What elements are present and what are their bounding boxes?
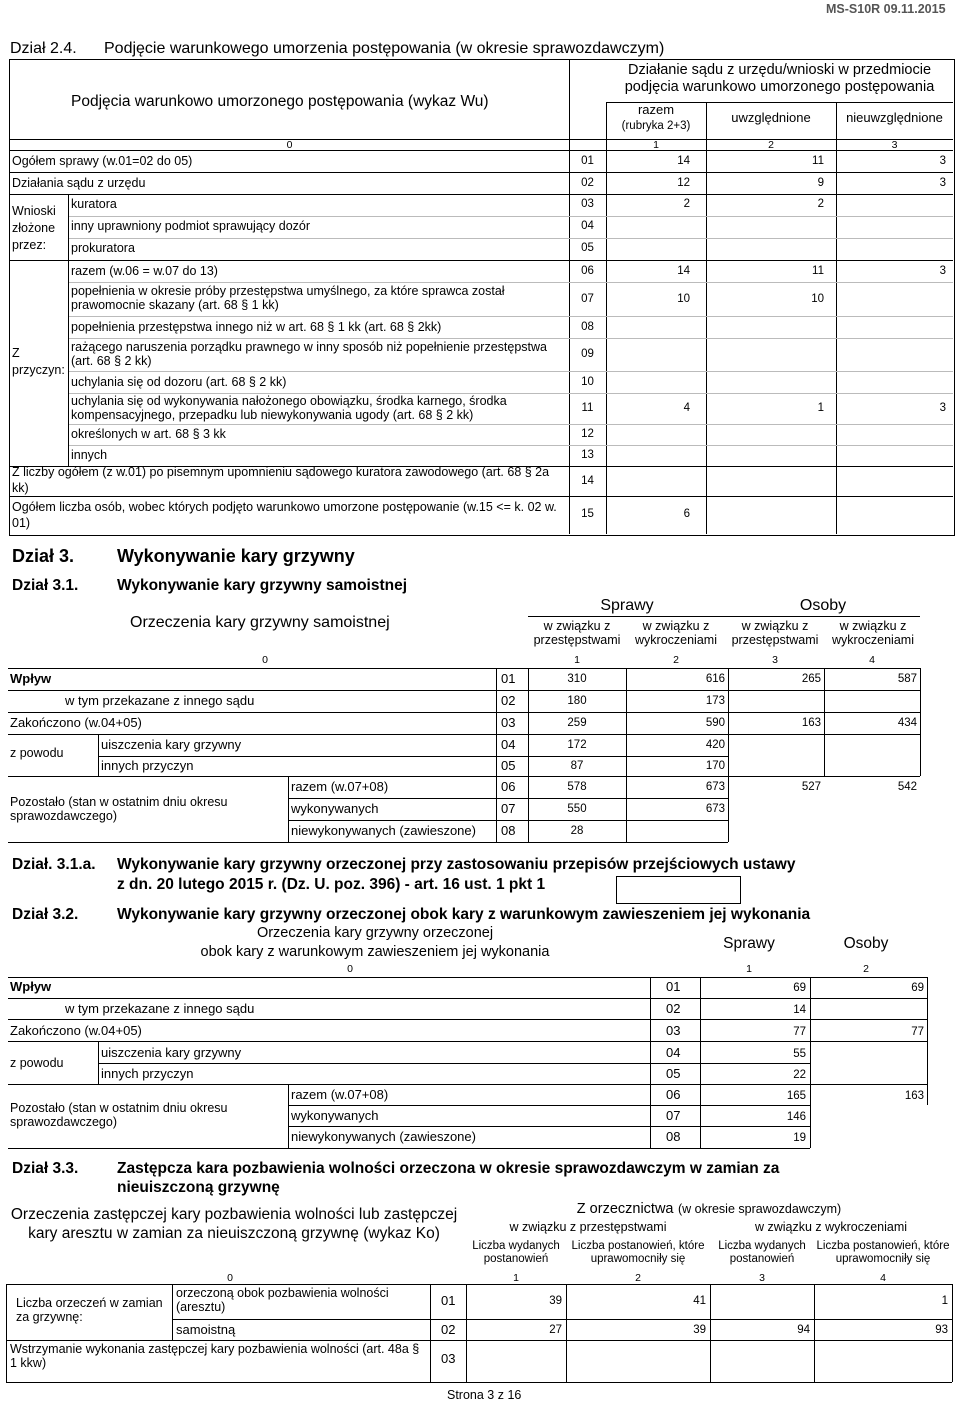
- cell-value: 55: [793, 1048, 806, 1060]
- header-sprawy: Sprawy: [600, 597, 654, 614]
- row-label: w tym przekazane z innego sądu: [65, 693, 255, 708]
- cell-value: 2: [817, 198, 824, 210]
- column-number: 1: [746, 963, 752, 975]
- row-number: 02: [501, 693, 516, 708]
- header-liczba-wydanych: Liczba wydanych postanowień: [472, 1240, 560, 1266]
- cell-value: 41: [693, 1295, 706, 1307]
- row-label: popełnienia w okresie próby przestępstwa umyślnego, za które sprawca został prawomocnie skazany (art. 68 § 1 kk): [71, 284, 505, 313]
- cell-value: 673: [705, 803, 725, 815]
- row-number: 03: [666, 1023, 681, 1038]
- cell-value: 1: [817, 402, 824, 414]
- row-label: wykonywanych: [291, 1108, 379, 1123]
- column-number: 2: [768, 139, 774, 151]
- cell-value: 578: [567, 781, 587, 793]
- row-label: innych: [71, 448, 108, 462]
- row-number: 08: [501, 823, 516, 838]
- section-2-4-number: Dział 2.4.: [10, 40, 77, 57]
- cell-value: 11: [812, 155, 824, 167]
- row-label: Ogółem sprawy (w.01=02 do 05): [12, 154, 193, 168]
- cell-value: 163: [904, 1090, 924, 1102]
- cell-value: 77: [911, 1026, 924, 1038]
- row-number: 01: [441, 1293, 456, 1308]
- row-label: Wpływ: [10, 671, 52, 686]
- section-3-3-title-line1: Zastępcza kara pozbawienia wolności orzeczona w okresie sprawozdawczym w zamian za: [117, 1160, 780, 1177]
- cell-value: 14: [793, 1004, 806, 1016]
- row-number: 02: [666, 1001, 681, 1016]
- cell-value: 542: [897, 781, 917, 793]
- table-3-3-title: Orzeczenia zastępczej kary pozbawienia wolności lub zastępczej kary aresztu w zamian za nieuiszczoną grzywnę (wykaz Ko): [10, 1206, 458, 1242]
- column-number: 0: [286, 139, 293, 151]
- row-number: 03: [581, 198, 594, 210]
- header-z-orzecznictwa: [466, 1200, 952, 1218]
- group-label-liczba-orzeczen: Liczba orzeczeń w zamian za grzywnę:: [16, 1296, 163, 1325]
- column-number: 3: [759, 1272, 765, 1284]
- cell-value: 6: [683, 508, 690, 520]
- column-number: 4: [880, 1272, 886, 1284]
- cell-value: 259: [567, 717, 587, 729]
- row-number: 10: [581, 376, 594, 388]
- header-sprawy: Sprawy: [723, 935, 775, 952]
- cell-value: 420: [705, 739, 725, 751]
- row-number: 04: [666, 1045, 681, 1060]
- header-przestepstwa: w związku z przestępstwami: [731, 619, 819, 648]
- table-3-2-title-line2: obok kary z warunkowym zawieszeniem jej wykonania: [200, 944, 550, 960]
- checkbox-field[interactable]: [616, 876, 741, 904]
- section-3-2-number: Dział 3.2.: [12, 906, 79, 923]
- row-label: inny uprawniony podmiot sprawujący dozór: [71, 219, 311, 233]
- column-number: 0: [347, 963, 353, 975]
- row-number: 06: [666, 1087, 681, 1102]
- row-label: innych przyczyn: [101, 758, 194, 773]
- column-number: 1: [513, 1272, 519, 1284]
- row-number: 04: [581, 220, 594, 232]
- cell-value: 69: [911, 982, 924, 994]
- column-number: 3: [891, 139, 898, 151]
- cell-value: 39: [549, 1295, 562, 1307]
- row-label: uchylania się od dozoru (art. 68 § 2 kk): [71, 375, 287, 389]
- section-3-1-number: Dział 3.1.: [12, 577, 79, 594]
- column-number: 1: [574, 654, 580, 666]
- table-3-1-title: Orzeczenia kary grzywny samoistnej: [130, 614, 390, 631]
- row-number: 06: [501, 779, 516, 794]
- cell-value: 165: [786, 1090, 806, 1102]
- row-number: 13: [581, 449, 594, 461]
- section-3-3-title-line2: nieuiszczoną grzywnę: [117, 1179, 280, 1196]
- label-z-powodu: z powodu: [10, 1056, 64, 1070]
- row-number: 02: [581, 177, 594, 189]
- row-label: razem (w.06 = w.07 do 13): [71, 264, 218, 278]
- cell-value: 2: [683, 198, 690, 210]
- row-number: 02: [441, 1322, 456, 1337]
- row-label: niewykonywanych (zawieszone): [291, 823, 476, 838]
- cell-value: 94: [797, 1324, 810, 1336]
- cell-value: 69: [793, 982, 806, 994]
- row-label: rażącego naruszenia porządku prawnego w inny sposób niż popełnienie przestępstwa (art. 68 § 2 kk): [71, 340, 547, 369]
- header-uwzglednione: uwzględnione: [731, 110, 811, 125]
- row-number: 14: [581, 475, 594, 487]
- header-z-orzecznictwa-sub: (w okresie sprawozdawczym): [677, 1202, 842, 1216]
- cell-value: 4: [683, 402, 690, 414]
- row-number: 11: [581, 402, 594, 414]
- cell-value: 27: [549, 1324, 562, 1336]
- row-label: Ogółem liczba osób, wobec których podjęto warunkowo umorzone postępowanie (w.15 <= k. 02 w. 01): [12, 500, 557, 530]
- header-osoby: Osoby: [799, 597, 847, 614]
- cell-value: 173: [705, 695, 725, 707]
- cell-value: 93: [935, 1324, 948, 1336]
- column-number: 0: [227, 1272, 233, 1284]
- row-label: Działania sądu z urzędu: [12, 176, 146, 190]
- group-label-wnioski: Wnioski złożone przez:: [12, 204, 56, 252]
- row-number: 07: [666, 1108, 681, 1123]
- cell-value: 10: [677, 293, 690, 305]
- cell-value: 12: [677, 177, 690, 189]
- row-number: 12: [581, 428, 594, 440]
- header-z-orzecznictwa-label: Z orzecznictwa: [576, 1201, 674, 1217]
- row-number: 03: [501, 715, 516, 730]
- row-number: 04: [501, 737, 516, 752]
- row-number: 01: [666, 979, 681, 994]
- label-pozostalo: Pozostało (stan w ostatnim dniu okresu sprawozdawczego): [10, 1101, 228, 1130]
- cell-value: 3: [939, 265, 946, 277]
- row-label: niewykonywanych (zawieszone): [291, 1129, 476, 1144]
- header-liczba-uprawomocnionych: Liczba postanowień, które uprawomocniły się: [571, 1240, 705, 1266]
- section-3-1-title: Wykonywanie kary grzywny samoistnej: [117, 577, 408, 594]
- row-label: w tym przekazane z innego sądu: [65, 1001, 255, 1016]
- row-number: 15: [581, 508, 594, 520]
- header-nieuwzglednione: nieuwzględnione: [846, 110, 943, 125]
- row-number: 05: [666, 1066, 681, 1081]
- column-number: 1: [653, 139, 659, 151]
- row-number: 01: [501, 671, 516, 686]
- row-label: wykonywanych: [291, 801, 379, 816]
- cell-value: 3: [939, 177, 946, 189]
- table-2-4-left-header: Podjęcia warunkowo umorzonego postępowania (wykaz Wu): [71, 93, 489, 110]
- row-number: 07: [581, 293, 594, 305]
- row-number: 05: [581, 242, 594, 254]
- form-code: MS-S10R 09.11.2015: [826, 2, 946, 16]
- cell-value: 39: [693, 1324, 706, 1336]
- row-label: uiszczenia kary grzywny: [101, 737, 242, 752]
- cell-value: 265: [801, 673, 821, 685]
- cell-value: 19: [793, 1132, 806, 1144]
- cell-value: 310: [567, 673, 587, 685]
- header-razem: razem: [637, 102, 675, 117]
- table-2-4-right-header-line2: podjęcia warunkowo umorzonego postępowania: [624, 79, 935, 95]
- table-2-4-right-header-line1: Działanie sądu z urzędu/wnioski w przedmiocie: [627, 62, 932, 78]
- row-label: razem (w.07+08): [291, 779, 389, 794]
- row-label: uchylania się od wykonywania nałożonego obowiązku, środka karnego, środka kompensacyjnego, przepadku lub niewykonywania ugody (art. 68 § 2 kk): [71, 394, 507, 423]
- row-label: określonych w art. 68 § 3 kk: [71, 427, 226, 441]
- column-number: 2: [863, 963, 869, 975]
- cell-value: 77: [793, 1026, 806, 1038]
- cell-value: 87: [570, 760, 584, 772]
- cell-value: 3: [939, 402, 946, 414]
- row-number: 05: [501, 758, 516, 773]
- row-label: Wstrzymanie wykonania zastępczej kary pozbawienia wolności (art. 48a § 1 kkw): [10, 1342, 420, 1371]
- section-3-1a-title-line2: z dn. 20 lutego 2015 r. (Dz. U. poz. 396) - art. 16 ust. 1 pkt 1: [117, 876, 546, 893]
- row-number: 01: [581, 155, 594, 167]
- cell-value: 616: [705, 673, 725, 685]
- row-label: popełnienia przestępstwa innego niż w art. 68 § 1 kk (art. 68 § 2kk): [71, 320, 442, 334]
- column-number: 4: [869, 654, 875, 666]
- row-label: Zakończono (w.04+05): [10, 1023, 142, 1038]
- row-number: 08: [581, 321, 594, 333]
- row-number: 09: [581, 348, 594, 360]
- cell-value: 9: [817, 177, 824, 189]
- column-number: 3: [772, 654, 778, 666]
- row-label: Zakończono (w.04+05): [10, 715, 142, 730]
- cell-value: 146: [786, 1111, 806, 1123]
- cell-value: 28: [570, 825, 584, 837]
- section-3-title: Wykonywanie kary grzywny: [117, 546, 355, 566]
- header-razem-sub: (rubryka 2+3): [621, 120, 691, 132]
- cell-value: 172: [567, 739, 587, 751]
- column-number: 2: [673, 654, 679, 666]
- row-number: 03: [441, 1351, 456, 1366]
- header-liczba-uprawomocnionych: Liczba postanowień, które uprawomocniły się: [816, 1240, 950, 1266]
- row-label: uiszczenia kary grzywny: [101, 1045, 242, 1060]
- cell-value: 22: [793, 1069, 806, 1081]
- header-liczba-wydanych: Liczba wydanych postanowień: [718, 1240, 806, 1266]
- row-label: Wpływ: [10, 979, 52, 994]
- cell-value: 3: [939, 155, 946, 167]
- cell-value: 14: [677, 265, 690, 277]
- cell-value: 14: [677, 155, 690, 167]
- row-number: 07: [501, 801, 516, 816]
- cell-value: 587: [897, 673, 917, 685]
- cell-value: 170: [705, 760, 725, 772]
- row-number: 06: [581, 265, 594, 277]
- cell-value: 550: [567, 803, 587, 815]
- row-label: Z liczby ogółem (z w.01) po pisemnym upomnieniu sądowego kuratora zawodowego (art. 68 § 2a kk): [12, 465, 550, 495]
- section-3-3-number: Dział 3.3.: [12, 1160, 79, 1177]
- page-number: Strona 3 z 16: [447, 1388, 522, 1402]
- row-label: prokuratora: [71, 241, 135, 255]
- cell-value: 11: [812, 265, 824, 277]
- header-przestepstwa: w związku z przestępstwami: [509, 1220, 667, 1234]
- row-label: orzeczoną obok pozbawienia wolności (aresztu): [176, 1286, 389, 1315]
- table-3-2-title-line1: Orzeczenia kary grzywny orzeczonej: [256, 925, 494, 941]
- label-z-powodu: z powodu: [10, 746, 64, 760]
- section-3-1a-number: Dział. 3.1.a.: [12, 856, 96, 873]
- group-label-przyczyn: Z przyczyn:: [12, 346, 65, 377]
- header-przestepstwa: w związku z przestępstwami: [533, 619, 621, 648]
- cell-value: 1: [941, 1295, 948, 1307]
- header-wykroczenia: w związku z wykroczeniami: [754, 1220, 908, 1234]
- section-2-4-title: Podjęcie warunkowego umorzenia postępowania (w okresie sprawozdawczym): [104, 40, 665, 57]
- row-label: innych przyczyn: [101, 1066, 194, 1081]
- cell-value: 673: [705, 781, 725, 793]
- row-label: kuratora: [71, 197, 117, 211]
- header-wykroczenia: w związku z wykroczeniami: [635, 619, 717, 648]
- header-osoby: Osoby: [843, 935, 889, 952]
- section-3-number: Dział 3.: [12, 546, 75, 566]
- header-wykroczenia: w związku z wykroczeniami: [832, 619, 914, 648]
- cell-value: 10: [811, 293, 824, 305]
- cell-value: 163: [801, 717, 821, 729]
- section-3-2-title: Wykonywanie kary grzywny orzeczonej obok kary z warunkowym zawieszeniem jej wykonania: [117, 906, 811, 923]
- section-3-1a-title-line1: Wykonywanie kary grzywny orzeczonej przy zastosowaniu przepisów przejściowych ustawy: [117, 856, 796, 873]
- row-number: 08: [666, 1129, 681, 1144]
- column-number: 2: [635, 1272, 641, 1284]
- cell-value: 434: [897, 717, 917, 729]
- label-pozostalo: Pozostało (stan w ostatnim dniu okresu sprawozdawczego): [10, 795, 228, 824]
- cell-value: 180: [567, 695, 587, 707]
- cell-value: 590: [705, 717, 725, 729]
- column-number: 0: [262, 654, 268, 666]
- row-label: samoistną: [176, 1322, 236, 1337]
- cell-value: 527: [801, 781, 821, 793]
- row-label: razem (w.07+08): [291, 1087, 389, 1102]
